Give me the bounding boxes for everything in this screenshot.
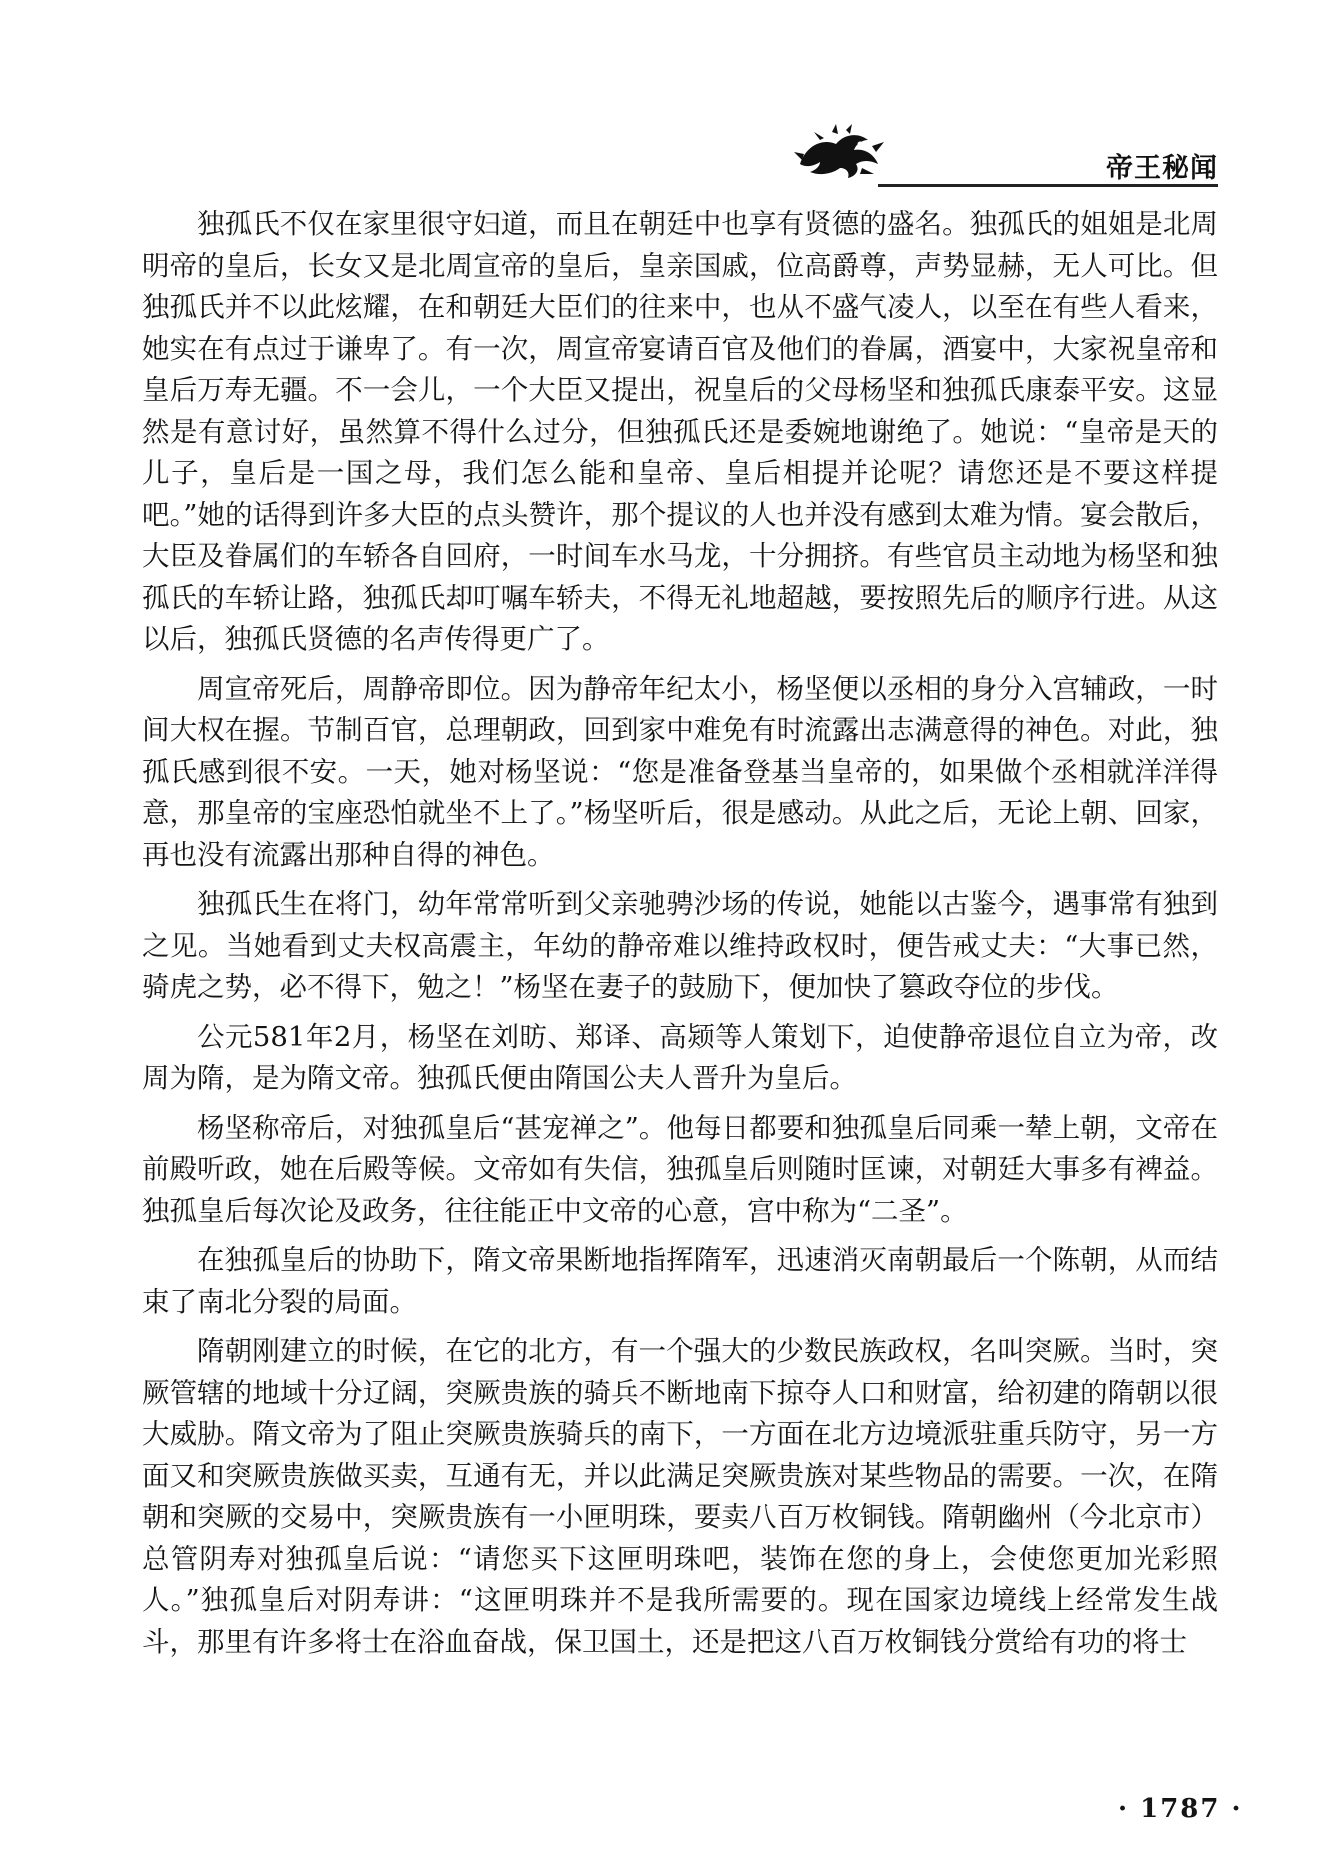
paragraph: 杨坚称帝后，对独孤皇后“甚宠禅之”。他每日都要和独孤皇后同乘一辇上朝，文帝在前殿听政，她在后殿等候。文帝如有失信，独孤皇后则随时匡谏，对朝廷大事多有裨益。独孤皇后每次论及政务，往往能正中文帝的心意，宫中称为“二圣”。 bbox=[142, 1111, 1218, 1227]
paragraph: 隋朝刚建立的时候，在它的北方，有一个强大的少数民族政权，名叫突厥。当时，突厥管辖的地域十分辽阔，突厥贵族的骑兵不断地南下掠夺人口和财富，给初建的隋朝以很大威胁。隋文帝为了阻止突厥贵族骑兵的南下，一方面在北方边境派驻重兵防守，另一方面又和突厥贵族做买卖，互通有无，并以此满足突厥贵族对某些物品的需要。一次，在隋朝和突厥的交易中，突厥贵族有一小匣明珠，要卖八百万枚铜钱。隋朝幽州（今北京市）总管阴寿对独孤皇后说：“请您买下这匣明珠吧，装饰在您的身上，会使您更加光彩照人。”独孤皇后对阴寿讲：“这匣明珠并不是我所需要的。现在国家边境线上经常发生战斗，那里有许多将士在浴血奋战，保卫国土，还是把这八百万枚铜钱分赏给有功的将士 bbox=[142, 1335, 1218, 1658]
paragraph: 独孤氏不仅在家里很守妇道，而且在朝廷中也享有贤德的盛名。独孤氏的姐姐是北周明帝的皇后，长女又是北周宣帝的皇后，皇亲国戚，位高爵尊，声势显赫，无人可比。但独孤氏并不以此炫耀，在和朝廷大臣们的往来中，也从不盛气凌人，以至在有些人看来，她实在有点过于谦卑了。有一次，周宣帝宴请百官及他们的眷属，酒宴中，大家祝皇帝和皇后万寿无疆。不一会儿，一个大臣又提出，祝皇后的父母杨坚和独孤氏康泰平安。这显然是有意讨好，虽然算不得什么过分，但独孤氏还是委婉地谢绝了。她说：“皇帝是天的儿子，皇后是一国之母，我们怎么能和皇帝、皇后相提并论呢？请您还是不要这样提吧。”她的话得到许多大臣的点头赞许，那个提议的人也并没有感到太难为情。宴会散后，大臣及眷属们的车轿各自回府，一时间车水马龙，十分拥挤。有些官员主动地为杨坚和独孤氏的车轿让路，独孤氏却叮嘱车轿夫，不得无礼地超越，要按照先后的顺序行进。从这以后，独孤氏贤德的名声传得更广了。 bbox=[142, 208, 1218, 655]
paragraph: 公元581年2月，杨坚在刘昉、郑译、高颎等人策划下，迫使静帝退位自立为帝，改周为隋，是为隋文帝。独孤氏便由隋国公夫人晋升为皇后。 bbox=[142, 1020, 1218, 1094]
page-number: · 1787 · bbox=[1118, 1794, 1243, 1824]
header-rule bbox=[878, 184, 1218, 187]
dragon-emblem-icon bbox=[792, 124, 888, 180]
paragraph: 独孤氏生在将门，幼年常常听到父亲驰骋沙场的传说，她能以古鉴今，遇事常有独到之见。当她看到丈夫权高震主，年幼的静帝难以维持政权时，便告戒丈夫：“大事已然，骑虎之势，必不得下，勉之！”杨坚在妻子的鼓励下，便加快了篡政夺位的步伐。 bbox=[142, 888, 1218, 1003]
running-header bbox=[792, 112, 1218, 184]
body-text bbox=[142, 204, 1218, 1671]
paragraph: 周宣帝死后，周静帝即位。因为静帝年纪太小，杨坚便以丞相的身分入宫辅政，一时间大权在握。节制百官，总理朝政，回到家中难免有时流露出志满意得的神色。对此，独孤氏感到很不安。一天，她对杨坚说：“您是准备登基当皇帝的，如果做个丞相就洋洋得意，那皇帝的宝座恐怕就坐不上了。”杨坚听后，很是感动。从此之后，无论上朝、回家，再也没有流露出那种自得的神色。 bbox=[142, 672, 1218, 871]
paragraph: 在独孤皇后的协助下，隋文帝果断地指挥隋军，迅速消灭南朝最后一个陈朝，从而结束了南北分裂的局面。 bbox=[142, 1244, 1218, 1318]
section-title: 帝王秘闻 bbox=[1106, 153, 1218, 184]
